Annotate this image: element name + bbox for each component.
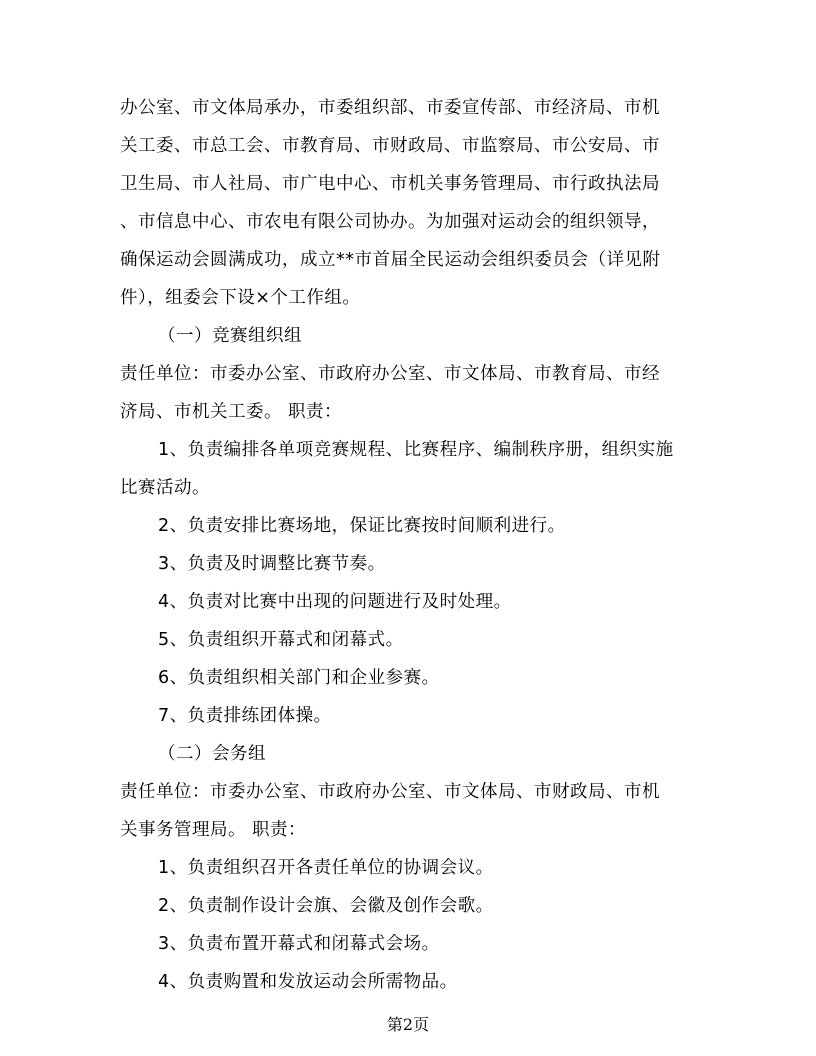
paragraph-line: 济局、市机关工委。 职责： <box>120 402 343 422</box>
paragraph-line: 办公室、市文体局承办，市委组织部、市委宣传部、市经济局、市机 <box>120 98 660 118</box>
section-heading: （一）竞赛组织组 <box>158 326 302 346</box>
list-item: 2、负责安排比赛场地，保证比赛按时间顺利进行。 <box>158 516 566 536</box>
paragraph-line: 卫生局、市人社局、市广电中心、市机关事务管理局、市行政执法局 <box>120 174 660 194</box>
paragraph-line: 、市信息中心、市农电有限公司协办。为加强对运动会的组织领导， <box>120 212 660 232</box>
list-item: 3、负责布置开幕式和闭幕式会场。 <box>158 934 440 954</box>
paragraph-line: 责任单位：市委办公室、市政府办公室、市文体局、市教育局、市经 <box>120 364 660 384</box>
list-item: 1、负责编排各单项竞赛规程、比赛程序、编制秩序册，组织实施 <box>158 440 674 460</box>
list-item-continuation: 比赛活动。 <box>120 478 210 498</box>
list-item: 2、负责制作设计会旗、会徽及创作会歌。 <box>158 896 494 916</box>
paragraph-line: 责任单位：市委办公室、市政府办公室、市文体局、市财政局、市机 <box>120 782 660 802</box>
paragraph-line: 件），组委会下设×个工作组。 <box>120 288 361 308</box>
list-item: 6、负责组织相关部门和企业参赛。 <box>158 668 440 688</box>
page-number: 第2页 <box>386 1015 430 1034</box>
paragraph-line: 关事务管理局。 职责： <box>120 820 307 840</box>
list-item: 3、负责及时调整比赛节奏。 <box>158 554 386 574</box>
list-item: 5、负责组织开幕式和闭幕式。 <box>158 630 404 650</box>
paragraph-line: 确保运动会圆满成功，成立**市首届全民运动会组织委员会（详见附 <box>120 250 661 270</box>
paragraph-line: 关工委、市总工会、市教育局、市财政局、市监察局、市公安局、市 <box>120 136 660 156</box>
section-heading: （二）会务组 <box>158 744 266 764</box>
list-item: 4、负责购置和发放运动会所需物品。 <box>158 972 458 992</box>
list-item: 1、负责组织召开各责任单位的协调会议。 <box>158 858 494 878</box>
list-item: 4、负责对比赛中出现的问题进行及时处理。 <box>158 592 512 612</box>
list-item: 7、负责排练团体操。 <box>158 706 332 726</box>
